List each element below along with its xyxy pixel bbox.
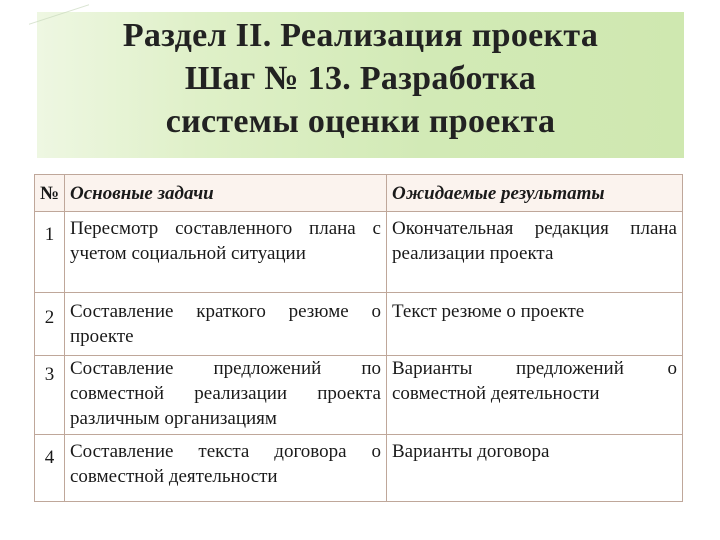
header-number: № — [35, 175, 65, 212]
table-row — [35, 293, 683, 356]
row-result: Окончательная редакция плана реализации проекта — [387, 212, 683, 293]
title-line-1: Раздел II. Реализация проекта — [122, 17, 599, 54]
row-task: Пересмотр составленного плана с учетом социальной ситуации — [65, 212, 387, 293]
title-line-2: Шаг № 13. Разработка — [184, 60, 537, 97]
row-task: Составление предложений по совместной реализации проекта различным организациям — [65, 356, 387, 435]
row-number: 1 — [35, 212, 65, 293]
row-number: 4 — [35, 435, 65, 502]
row-number: 2 — [35, 293, 65, 356]
table-header-row — [35, 175, 683, 212]
row-result: Варианты договора — [387, 435, 683, 502]
slide-title — [37, 14, 684, 143]
header-results: Ожидаемые результаты — [387, 175, 683, 212]
table-row — [35, 212, 683, 293]
header-tasks: Основные задачи — [65, 175, 387, 212]
row-task: Составление краткого резюме о проекте — [65, 293, 387, 356]
title-line-3: системы оценки проекта — [165, 103, 556, 140]
table-row — [35, 435, 683, 502]
tasks-table — [34, 174, 683, 502]
row-result: Текст резюме о проекте — [387, 293, 683, 356]
table-row — [35, 356, 683, 435]
row-number: 3 — [35, 356, 65, 435]
row-task: Составление текста договора о совместной деятельности — [65, 435, 387, 502]
row-result: Варианты предложений о совместной деятельности — [387, 356, 683, 435]
